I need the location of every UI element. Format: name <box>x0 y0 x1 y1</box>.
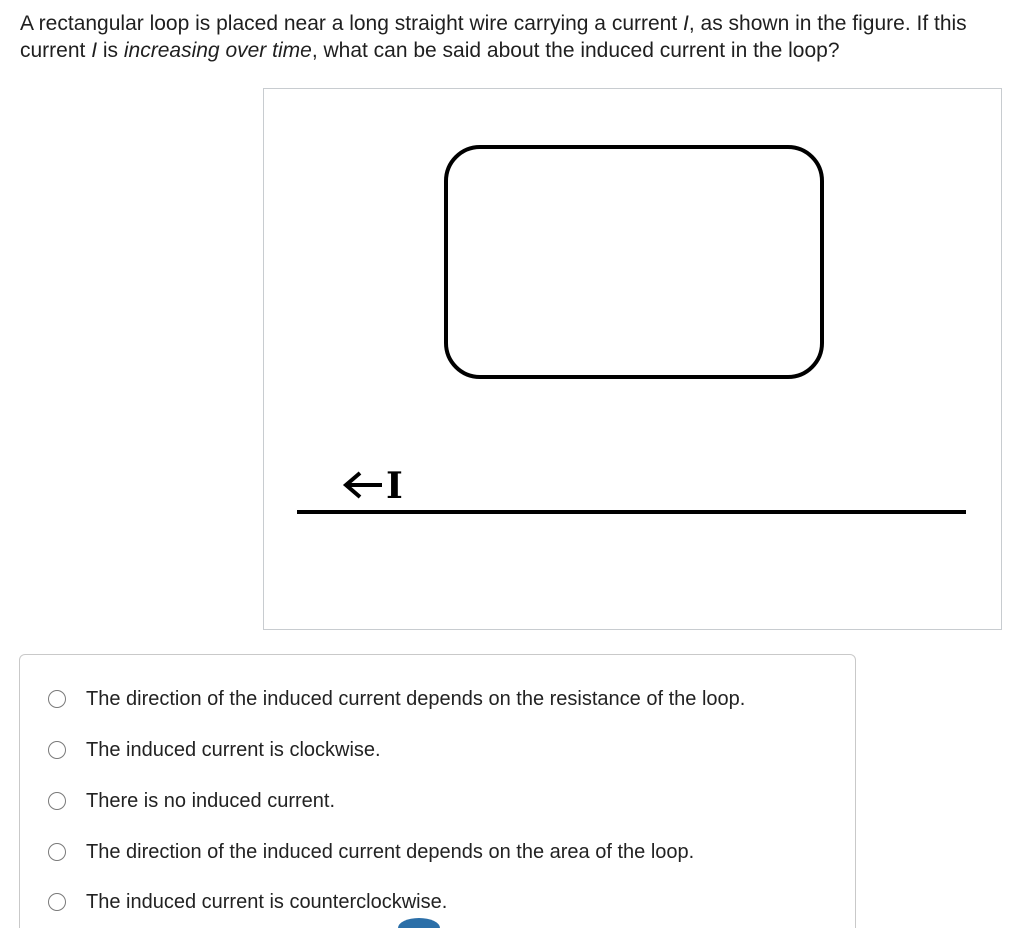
option-no-current[interactable] <box>48 786 335 816</box>
question-part-4: , what can be said about the induced current in the loop? <box>311 39 840 62</box>
option-label: The direction of the induced current depends on the resistance of the loop. <box>86 687 746 710</box>
option-counterclockwise[interactable] <box>48 887 447 917</box>
figure-panel <box>263 88 1002 630</box>
radio-button[interactable] <box>48 690 66 708</box>
radio-button[interactable] <box>48 741 66 759</box>
question-text <box>20 10 1000 64</box>
answer-options <box>19 654 856 928</box>
left-arrow-icon <box>346 473 382 497</box>
question-part-3: is <box>97 39 124 62</box>
current-variable: I <box>683 12 689 35</box>
question-emphasis: increasing over time <box>123 39 312 62</box>
option-label: There is no induced current. <box>86 789 336 812</box>
current-variable: I <box>91 39 98 62</box>
radio-button[interactable] <box>48 792 66 810</box>
current-label: I <box>386 465 403 507</box>
radio-button[interactable] <box>48 843 66 861</box>
option-label: The induced current is counterclockwise. <box>86 890 448 913</box>
question-part-2: , as shown in the figure. If this current <box>20 12 967 62</box>
option-clockwise[interactable] <box>48 735 381 765</box>
figure-diagram <box>264 89 1001 629</box>
question-part-1: A rectangular loop is placed near a long straight wire carrying a current <box>20 12 684 35</box>
rectangular-loop <box>446 147 822 377</box>
option-resistance[interactable] <box>48 684 745 714</box>
radio-button[interactable] <box>48 893 66 911</box>
option-label: The direction of the induced current depends on the area of the loop. <box>86 840 695 863</box>
option-area[interactable] <box>48 837 694 867</box>
option-label: The induced current is clockwise. <box>86 738 381 761</box>
